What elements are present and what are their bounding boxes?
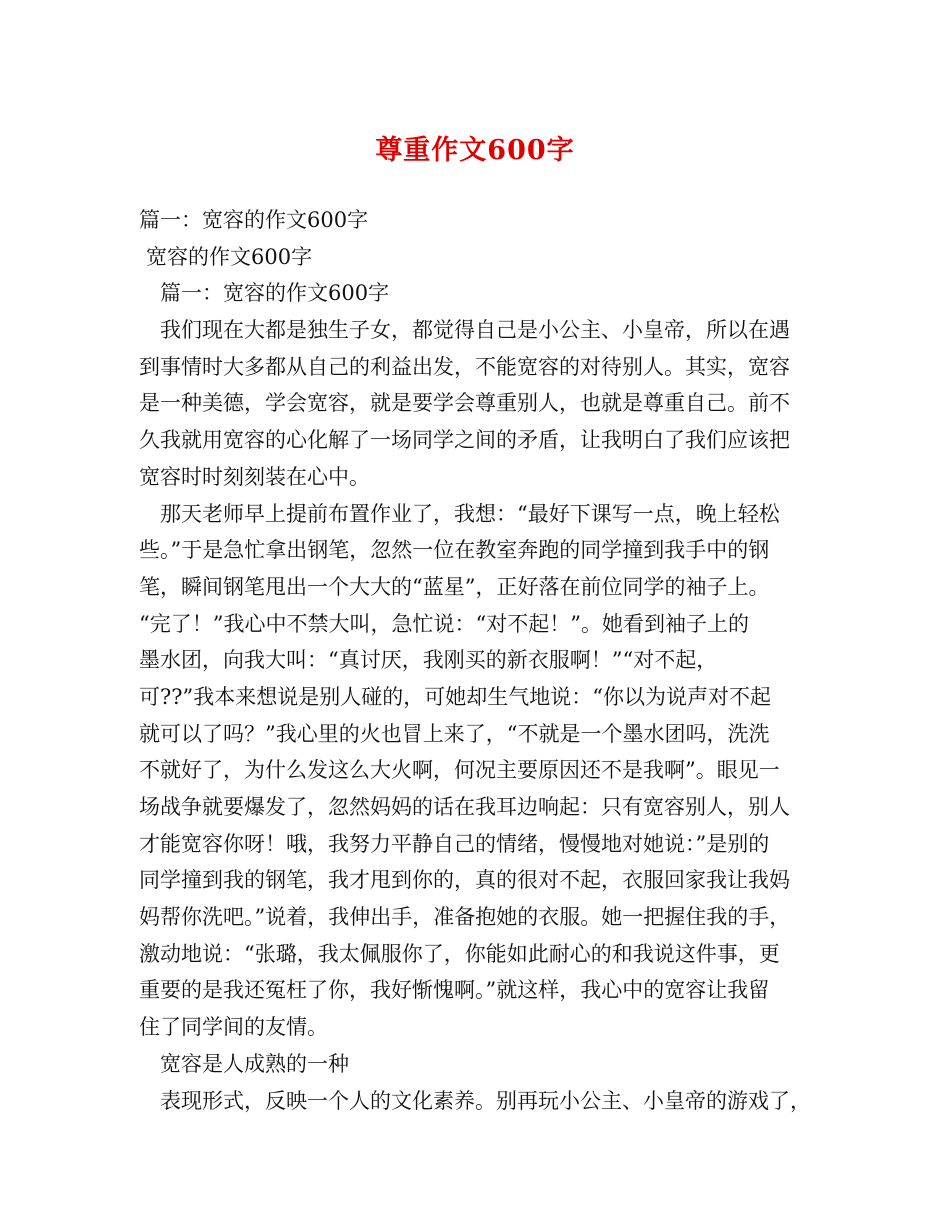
text-line: 那天老师早上提前布置作业了，我想：“最好下课写一点，晚上轻松 [160, 501, 780, 526]
text-line: 我们现在大都是独生子女，都觉得自己是小公主、小皇帝，所以在遇 [160, 318, 790, 343]
text-line: 到事情时大多都从自己的利益出发，不能宽容的对待别人。其实，宽容 [139, 354, 790, 379]
text-line: 篇一：宽容的作文600字 [139, 208, 369, 232]
text-line: 同学撞到我的钢笔，我才甩到你的，真的很对不起，衣服回家我让我妈 [139, 868, 790, 893]
text-line: 笔，瞬间钢笔甩出一个大大的“蓝星”，正好落在前位同学的袖子上。 [139, 574, 770, 599]
text-line: 表现形式，反映一个人的文化素养。别再玩小公主、小皇帝的游戏了， [160, 1088, 811, 1113]
text-line: 久我就用宽容的心化解了一场同学之间的矛盾，让我明白了我们应该把 [139, 428, 790, 453]
text-line: 住了同学间的友情。 [139, 1015, 328, 1040]
text-line: 激动地说：“张璐，我太佩服你了，你能如此耐心的和我说这件事，更 [139, 941, 780, 966]
text-line: 妈帮你洗吧。”说着，我伸出手，准备抱她的衣服。她一把握住我的手， [139, 905, 791, 930]
text-line: 重要的是我还冤枉了你，我好惭愧啊。”就这样，我心中的宽容让我留 [139, 978, 770, 1003]
text-line: 宽容时时刻刻装在心中。 [139, 464, 370, 489]
text-line: 就可以了吗？”我心里的火也冒上来了，“不就是一个墨水团吗，洗洗 [139, 721, 770, 746]
text-line: 些。”于是急忙拿出钢笔，忽然一位在教室奔跑的同学撞到我手中的钢 [139, 538, 770, 563]
text-line: 宽容是人成熟的一种 [160, 1051, 349, 1076]
text-line: 才能宽容你呀！哦，我努力平静自己的情绪，慢慢地对她说：”是别的 [139, 831, 770, 856]
document-title: 尊重作文600字 [375, 135, 575, 166]
text-line: “完了！”我心中不禁大叫，急忙说：“对不起！”。她看到袖子上的 [139, 611, 749, 636]
text-line: 场战争就要爆发了，忽然妈妈的话在我耳边响起：只有宽容别人，别人 [139, 795, 790, 819]
text-line: 篇一：宽容的作文600字 [160, 281, 390, 306]
text-line: 可??”我本来想说是别人碰的，可她却生气地说：“你以为说声对不起 [139, 684, 771, 709]
text-line: 墨水团，向我大叫：“真讨厌，我刚买的新衣服啊！”“对不起， [139, 648, 718, 673]
text-line: 不就好了，为什么发这么大火啊，何况主要原因还不是我啊”。眼见一 [139, 758, 780, 783]
text-line: 是一种美德，学会宽容，就是要学会尊重别人，也就是尊重自己。前不 [139, 391, 790, 416]
text-line: 宽容的作文600字 [146, 244, 313, 269]
document-body [139, 202, 819, 1119]
